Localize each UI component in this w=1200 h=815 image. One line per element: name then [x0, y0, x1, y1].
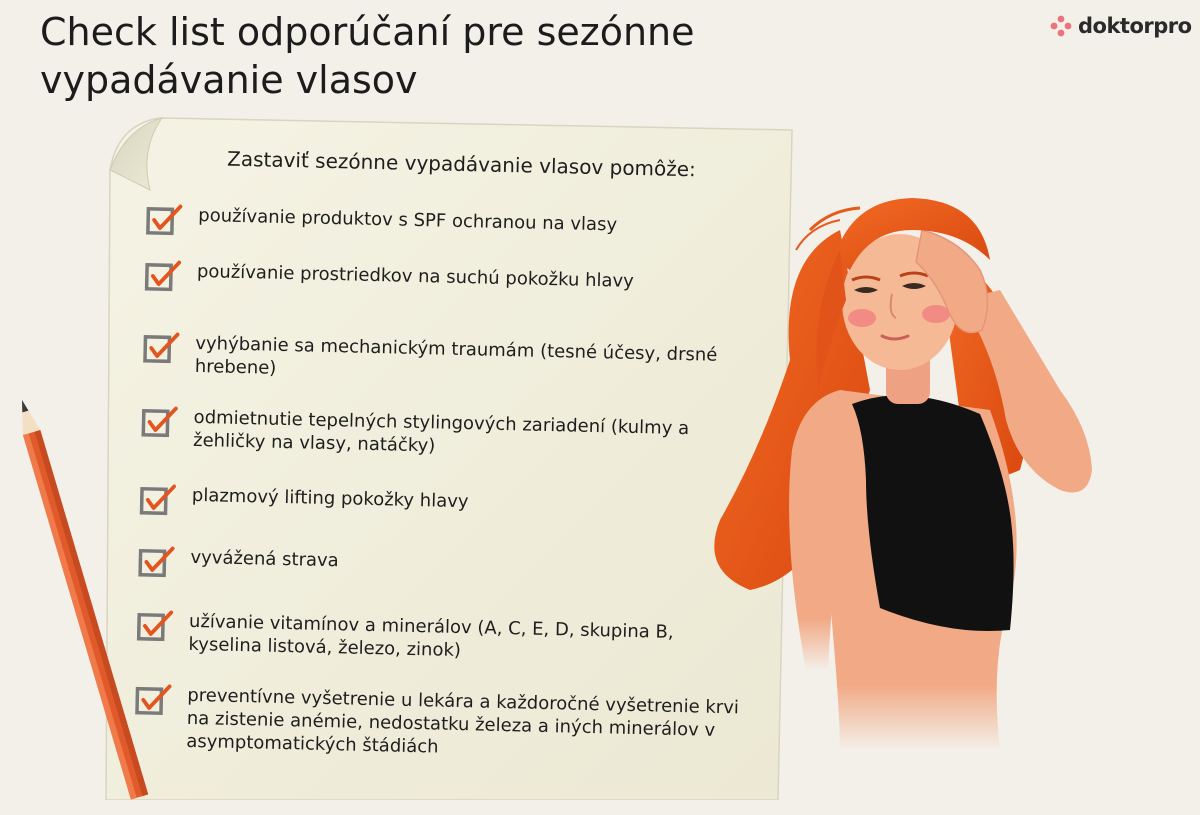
- checklist-item-text: užívanie vitamínov a minerálov (A, C, E, D, skupina B, kyselina listová, železo, zinok): [188, 610, 674, 662]
- checklist-item-text: preventívne vyšetrenie u lekára a každoročné vyšetrenie krvi na zistenie anémie, nedostatku železa a iných minerálov v asymptomatických štádiách: [186, 684, 740, 758]
- checklist-item-text: odmietnutie tepelných stylingových zariadení (kulmy a žehličky na vlasy, natáčky): [192, 406, 690, 457]
- woman-illustration: [690, 190, 1100, 750]
- checklist-heading: Zastaviť sezónne vypadávanie vlasov pomôže:: [226, 146, 697, 182]
- checklist-item-text: vyhýbanie sa mechanickým traumám (tesné účesy, drsné hrebene): [194, 332, 718, 379]
- checklist-item-text: používanie prostriedkov na suchú pokožku hlavy: [196, 260, 635, 292]
- checklist-item-text: plazmový lifting pokožky hlavy: [191, 484, 469, 513]
- checklist-item-text: vyvážená strava: [190, 546, 339, 572]
- checklist-item-text: používanie produktov s SPF ochranou na vlasy: [198, 204, 618, 236]
- logo-text: doktorpro: [1078, 14, 1192, 38]
- page-title: Check list odporúčaní pre sezónne vypadávanie vlasov: [40, 10, 695, 102]
